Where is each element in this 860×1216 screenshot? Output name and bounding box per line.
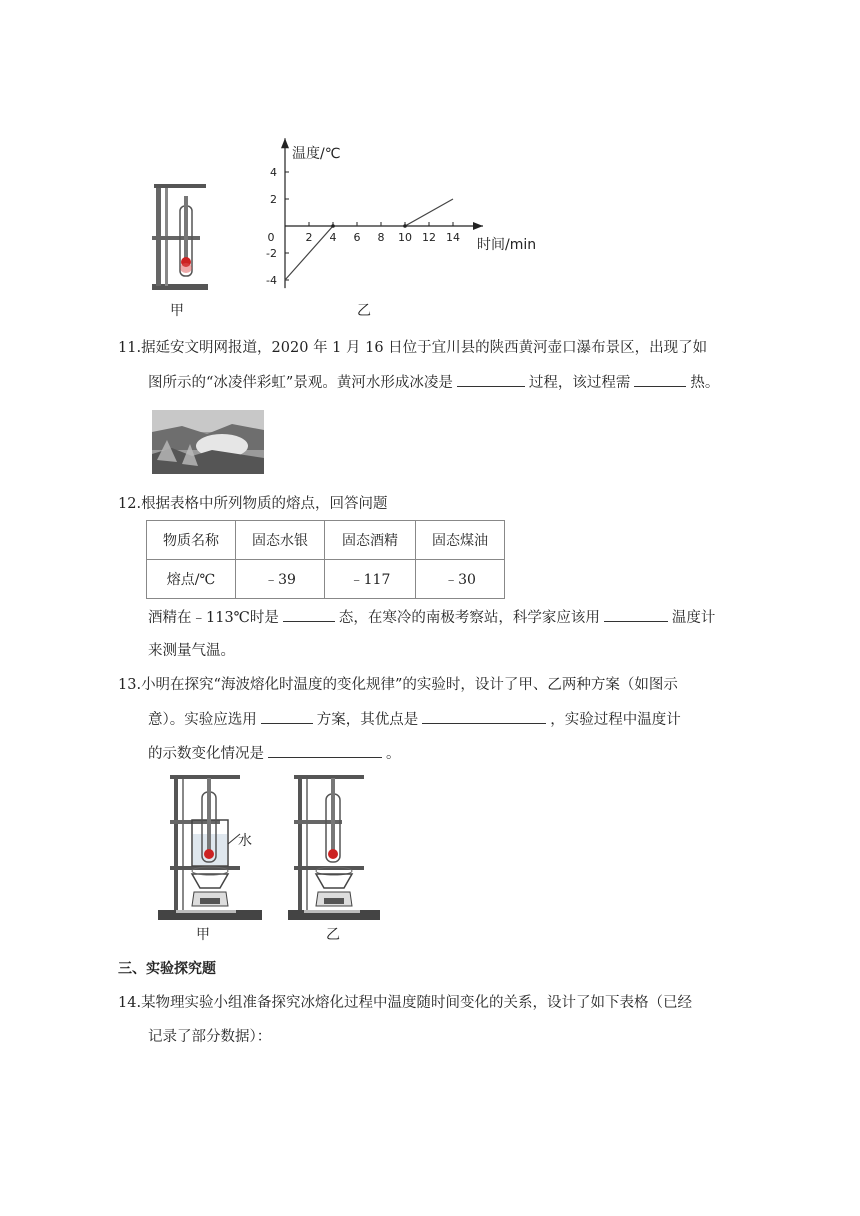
melting-point-table xyxy=(146,520,505,599)
table-header-cell: 固态酒精 xyxy=(325,521,416,560)
q12-text-2: 来测量气温。 xyxy=(148,643,235,659)
q13-line1 xyxy=(118,675,678,695)
q12-number: 12. xyxy=(118,496,142,512)
q13-fig-left-label: 甲 xyxy=(196,927,210,943)
table-row xyxy=(147,521,505,560)
q11-ice-waterfall-photo xyxy=(152,410,264,474)
q13-text-3a: 的示数变化情况是 xyxy=(148,746,264,762)
q11-line2 xyxy=(148,372,719,393)
q13-line2 xyxy=(148,709,681,730)
chart-x-label: 时间/min xyxy=(477,237,537,253)
q11-text-2c: 热。 xyxy=(690,375,720,391)
q13-number: 13. xyxy=(118,677,142,693)
q13-apparatus-right xyxy=(286,772,382,924)
x-tick-label: 0 xyxy=(267,231,275,244)
q11-blank-1[interactable] xyxy=(457,372,525,387)
table-header-cell: 固态水银 xyxy=(236,521,325,560)
q12-line2 xyxy=(148,641,235,661)
table-row xyxy=(147,560,505,599)
x-tick-label: 2 xyxy=(305,231,313,244)
table-cell: ﹣30 xyxy=(416,560,505,599)
q13-line3 xyxy=(148,743,401,764)
q10-apparatus-figure xyxy=(140,176,220,316)
q13-text-2a: 意）。实验应选用 xyxy=(148,712,257,728)
q13-water-label: 水 xyxy=(238,833,252,849)
q12-blank-2[interactable] xyxy=(604,607,668,622)
q13-text-2b: 方案，其优点是 xyxy=(316,712,419,728)
q13-blank-2[interactable] xyxy=(422,709,546,724)
q11-number: 11. xyxy=(118,340,142,356)
x-tick-label: 10 xyxy=(398,231,412,244)
x-tick-label: 14 xyxy=(446,231,460,244)
q11-text-2a: 图所示的“冰凌伴彩虹”景观。黄河水形成冰凌是 xyxy=(148,375,453,391)
q12-line1 xyxy=(148,607,715,628)
q12-text-1c: 温度计 xyxy=(671,610,716,626)
q14-line1 xyxy=(118,993,692,1013)
q10-fig-left-label: 甲 xyxy=(170,303,184,319)
table-header-cell: 熔点/℃ xyxy=(147,560,236,599)
table-header-cell: 固态煤油 xyxy=(416,521,505,560)
q11-text-2b: 过程，该过程需 xyxy=(528,375,631,391)
q12-text-1a: 酒精在﹣113℃时是 xyxy=(148,610,279,626)
q12-blank-1[interactable] xyxy=(283,607,335,622)
y-tick-label: -2 xyxy=(266,247,277,260)
section-title: 三、实验探究题 xyxy=(118,961,216,977)
q11-blank-2[interactable] xyxy=(634,372,686,387)
q13-text-1: 小明在探究“海波熔化时温度的变化规律”的实验时，设计了甲、乙两种方案（如图示 xyxy=(141,677,678,693)
y-tick-label: 2 xyxy=(270,193,277,206)
q13-blank-3[interactable] xyxy=(268,743,382,758)
q14-line2 xyxy=(148,1027,271,1047)
y-tick-label: -4 xyxy=(266,274,277,287)
q10-temperature-chart xyxy=(240,110,537,320)
q13-text-3b: 。 xyxy=(386,746,401,762)
q14-number: 14. xyxy=(118,995,142,1011)
q12-text-1b: 态，在寒冷的南极考察站，科学家应该用 xyxy=(338,610,600,626)
chart-y-label: 温度/℃ xyxy=(292,146,341,162)
q11-line1 xyxy=(118,338,707,358)
data-point xyxy=(403,224,407,228)
x-tick-label: 8 xyxy=(377,231,385,244)
x-tick-label: 12 xyxy=(422,231,436,244)
q12-intro-line xyxy=(118,494,388,514)
x-tick-label: 6 xyxy=(353,231,361,244)
table-cell: ﹣117 xyxy=(325,560,416,599)
x-tick-label: 4 xyxy=(329,231,337,244)
x-axis-arrow xyxy=(473,222,483,230)
q14-text-1: 某物理实验小组准备探究冰熔化过程中温度随时间变化的关系，设计了如下表格（已经 xyxy=(141,995,693,1011)
data-point xyxy=(331,224,335,228)
q13-text-2c: ，实验过程中温度计 xyxy=(550,712,681,728)
q11-text-1: 据延安文明网报道，2020 年 1 月 16 日位于宜川县的陕西黄河壶口瀑布景区，出现了如 xyxy=(141,340,708,356)
q13-fig-right-label: 乙 xyxy=(326,927,340,943)
q13-blank-1[interactable] xyxy=(261,709,313,724)
table-cell: ﹣39 xyxy=(236,560,325,599)
y-axis-arrow xyxy=(281,138,289,148)
q12-intro: 根据表格中所列物质的熔点，回答问题 xyxy=(141,496,388,512)
table-header-cell: 物质名称 xyxy=(147,521,236,560)
q14-text-2: 记录了部分数据）： xyxy=(148,1029,272,1045)
y-tick-label: 4 xyxy=(270,166,277,179)
q10-fig-right-label: 乙 xyxy=(357,303,371,319)
